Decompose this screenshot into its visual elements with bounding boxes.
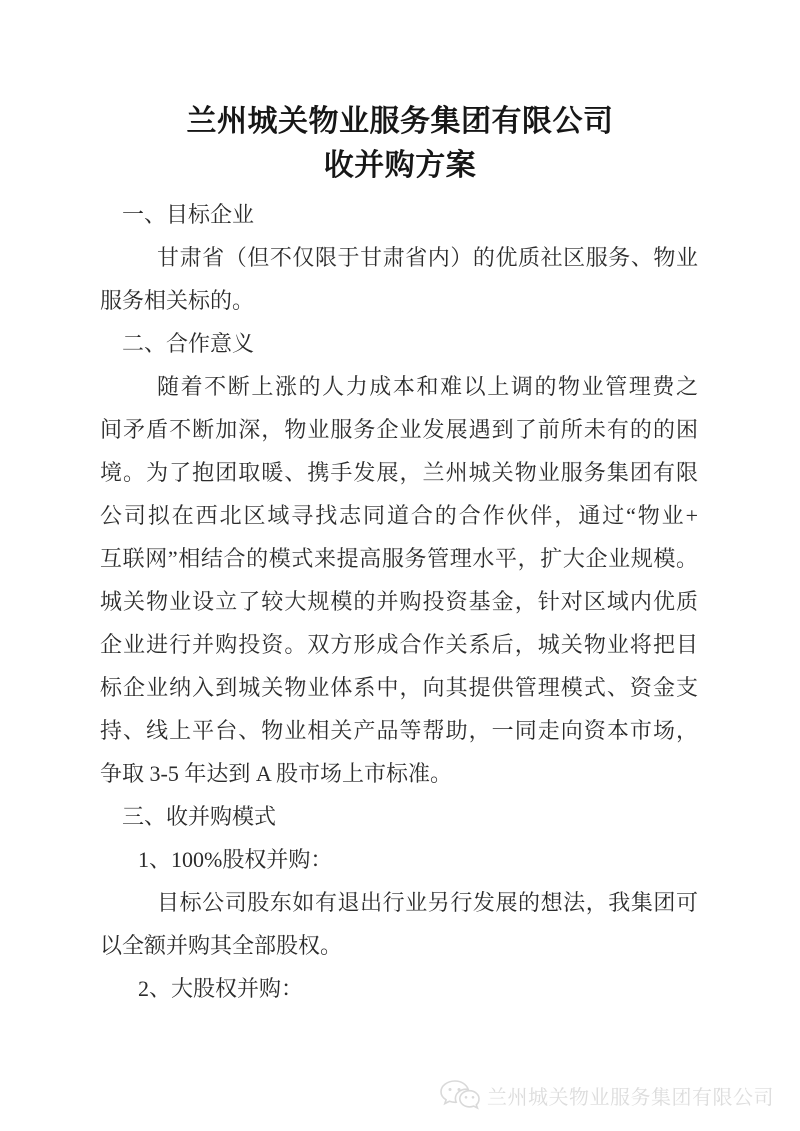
document-body <box>100 193 698 1010</box>
list-item-1: 1、100%股权并购： <box>138 847 333 872</box>
section-heading-3: 三、收并购模式 <box>122 804 277 829</box>
paragraph-line: 企业进行并购投资。双方形成合作关系后，城关物业将把目 <box>100 632 698 657</box>
title-line-1: 兰州城关物业服务集团有限公司 <box>186 105 614 138</box>
paragraph-line: 服务相关标的。 <box>100 288 255 313</box>
paragraph-line: 以全额并购其全部股权。 <box>100 933 343 958</box>
paragraph-line: 争取 3-5 年达到 A 股市场上市标准。 <box>100 761 453 786</box>
paragraph-line: 城关物业设立了较大规模的并购投资基金，针对区域内优质 <box>100 589 698 614</box>
paragraph-line: 目标公司股东如有退出行业另行发展的想法，我集团可 <box>157 890 698 915</box>
document-title <box>0 100 800 188</box>
watermark <box>439 1079 774 1111</box>
paragraph-line: 随着不断上涨的人力成本和难以上调的物业管理费之 <box>157 374 698 399</box>
paragraph-line: 公司拟在西北区域寻找志同道合的合作伙伴，通过“物业+ <box>100 503 698 528</box>
paragraph-line: 甘肃省（但不仅限于甘肃省内）的优质社区服务、物业 <box>157 245 698 270</box>
section-heading-1: 一、目标企业 <box>122 202 255 227</box>
list-item-2: 2、大股权并购： <box>138 976 304 1001</box>
paragraph-line: 间矛盾不断加深，物业服务企业发展遇到了前所未有的的困 <box>100 417 698 442</box>
paragraph-line: 持、线上平台、物业相关产品等帮助，一同走向资本市场， <box>100 718 698 743</box>
watermark-text: 兰州城关物业服务集团有限公司 <box>487 1086 774 1109</box>
paragraph-line: 标企业纳入到城关物业体系中，向其提供管理模式、资金支 <box>100 675 698 700</box>
paragraph-line: 互联网”相结合的模式来提高服务管理水平，扩大企业规模。 <box>100 546 698 571</box>
section-heading-2: 二、合作意义 <box>122 331 255 356</box>
paragraph-line: 境。为了抱团取暖、携手发展，兰州城关物业服务集团有限 <box>100 460 698 485</box>
wechat-icon <box>439 1079 481 1111</box>
title-line-2: 收并购方案 <box>323 149 477 182</box>
